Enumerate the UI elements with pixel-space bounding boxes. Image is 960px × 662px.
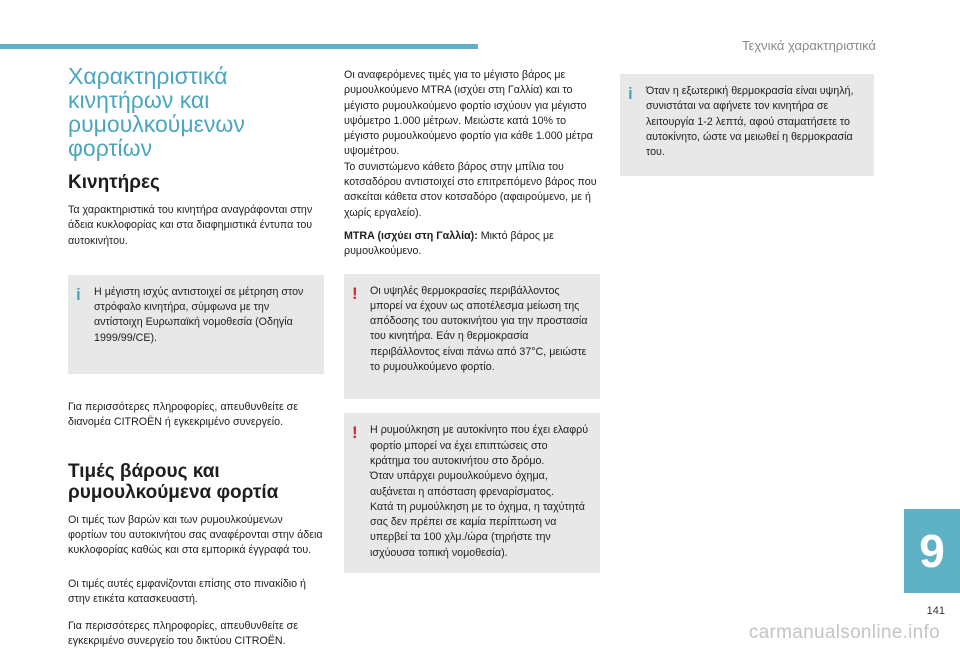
warning-icon: ! — [352, 423, 358, 443]
warning-note-heat-text: Οι υψηλές θερμοκρασίες περιβάλλοντος μπορεί να έχουν ως αποτέλεσμα μείωση της απόδοσης του αυτοκινήτου για την προστασία του κινητήρα. Εάν η θερμοκρασία περιβάλλοντος είναι πάνω από 37°C, μειώστε το ρυμουλκούμενο φορτίο. — [370, 284, 588, 374]
weights-paragraph-1: Οι τιμές των βαρών και των ρυμουλκούμενων φορτίων του αυτοκινήτου σας αναφέρονται στην άδεια κυκλοφορίας καθώς και στα εμπορικά έγγραφά του. — [68, 513, 323, 557]
mtra-definition — [344, 229, 600, 260]
info-icon: i — [76, 284, 81, 304]
more-info-paragraph-2: Για περισσότερες πληροφορίες, απευθυνθείτε σε εγκεκριμένο συνεργείο του δικτύου CITROËN. — [68, 620, 299, 648]
engines-paragraph: Τα χαρακτηριστικά του κινητήρα αναγράφονται στην άδεια κυκλοφορίας και στα διαφημιστικά έντυπα του αυτοκινήτου. — [68, 204, 313, 247]
page-number: 141 — [926, 605, 945, 617]
info-note-engine-cooling — [620, 74, 874, 176]
warning-note-towing — [344, 413, 600, 573]
warning-note-heat — [344, 274, 600, 400]
info-icon: i — [628, 84, 633, 103]
weights-paragraph-2: Οι τιμές αυτές εμφανίζονται επίσης στο πινακίδιο ή στην ετικέτα κατασκευαστή. — [68, 577, 306, 605]
info-note-power — [68, 275, 324, 374]
header-accent-bar — [0, 44, 478, 49]
info-note-power-text: Η μέγιστη ισχύς αντιστοιχεί σε μέτρηση στον στρόφαλο κινητήρα, σύμφωνα με την αντίστοιχη Ευρωπαϊκή νομοθεσία (Οδηγία 1999/99/CE). — [94, 285, 304, 344]
mtra-paragraph: Οι αναφερόμενες τιμές για το μέγιστο βάρος με ρυμουλκούμενο MTRA (ισχύει στη Γαλλία) και το μέγιστο ρυμουλκούμενο φορτίο ισχύουν για μέγιστο υψόμετρο 1.000 μέτρων. Μειώστε κατά 10% το μέγιστο ρυμουλκούμενο φορτίο για κάθε 1.000 μέτρα υψομέτρου. Το συνιστώμενο κάθετο βάρος στην μπίλια του κοτσαδόρου αντιστοιχεί στο επιτρεπόμενο βάρος που ασκείται κάθετα στον κοτσαδόρο (αφαιρούμενο, με ή χωρίς εργαλείο). — [344, 69, 597, 219]
watermark: carmanualsonline.info — [748, 622, 940, 643]
section-header-title: Τεχνικά χαρακτηριστικά — [742, 38, 876, 53]
engines-heading: Κινητήρες — [68, 172, 160, 193]
column-right — [620, 74, 874, 176]
page-title: Χαρακτηριστικά κινητήρων και ρυμουλκούμενων φορτίων — [68, 63, 245, 161]
warning-icon: ! — [352, 283, 358, 303]
column-left — [68, 64, 324, 662]
info-note-engine-cooling-text: Όταν η εξωτερική θερμοκρασία είναι υψηλή, συνιστάται να αφήνετε τον κινητήρα σε λειτουργία 1-2 λεπτά, αφού σταματήσετε το αυτοκίνητο, ώστε να μειωθεί η θερμοκρασία του. — [646, 85, 854, 159]
chapter-tab: 9 — [904, 509, 960, 593]
more-info-paragraph-1: Για περισσότερες πληροφορίες, απευθυνθείτε σε διανομέα CITROËN ή εγκεκριμένο συνεργείο. — [68, 401, 299, 429]
weights-heading: Τιμές βάρους και ρυμουλκούμενα φορτία — [68, 460, 279, 503]
mtra-label: MTRA (ισχύει στη Γαλλία): — [344, 229, 478, 242]
warning-note-towing-text: Η ρυμούλκηση με αυτοκίνητο που έχει ελαφρύ φορτίο μπορεί να έχει επιπτώσεις στο κράτημα του αυτοκινήτου στο δρόμο. Όταν υπάρχει ρυμουλκούμενο όχημα, αυξάνεται η απόσταση φρεναρίσματος. Κατά τη ρυμούλκηση με το όχημα, η ταχύτητά σας δεν πρέπει σε καμία περίπτωση να υπερβεί τα 100 χλμ./ώρα (τηρήστε την ισχύουσα τοπική νομοθεσία). — [370, 424, 589, 559]
column-middle — [344, 68, 600, 573]
mtra-definition-text: Μικτό βάρος με ρυμουλκούμενο. — [344, 229, 554, 258]
